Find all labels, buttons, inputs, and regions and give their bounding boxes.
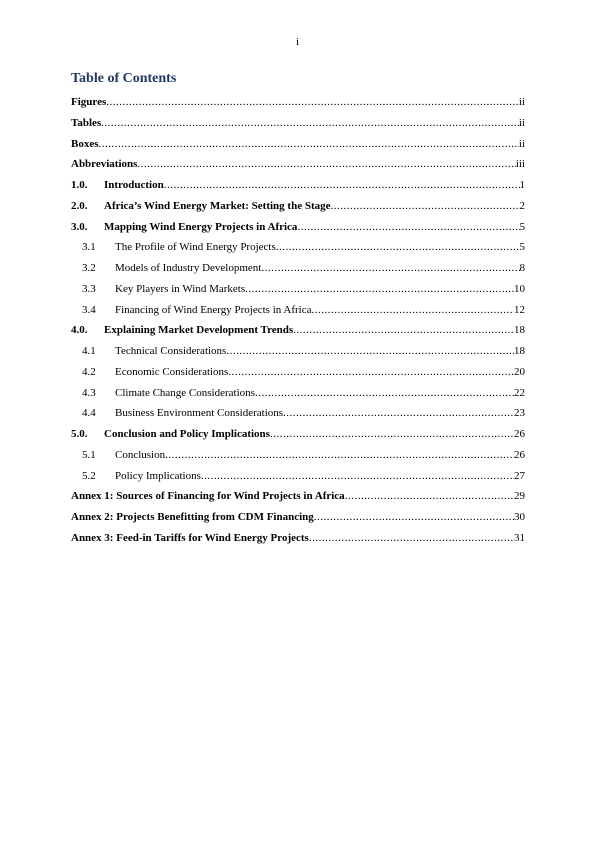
toc-entry-number: 4.3	[82, 386, 96, 399]
toc-entry-label: Annex 3: Feed-in Tariffs for Wind Energy Projects	[71, 531, 309, 544]
toc-entry-page: 18	[514, 324, 525, 337]
dot-leader	[283, 407, 514, 420]
toc-entry-page: 12	[514, 303, 525, 316]
toc-entry-label: Abbreviations	[71, 158, 138, 171]
dot-leader	[228, 366, 514, 379]
toc-entry[interactable]	[71, 428, 525, 449]
toc-heading: Table of Contents	[71, 71, 177, 86]
toc-entry-label: Business Environment Considerations	[115, 407, 284, 420]
page-number: i	[295, 36, 300, 48]
dot-leader	[255, 387, 514, 400]
toc-entry-page: 18	[514, 345, 525, 357]
dot-leader	[261, 262, 519, 275]
toc-entry[interactable]	[71, 138, 525, 159]
toc-entry-number: 4.0.	[71, 324, 88, 337]
toc-entry[interactable]	[71, 470, 525, 491]
toc-entry[interactable]	[71, 283, 525, 304]
toc-entry[interactable]	[71, 241, 525, 262]
dot-leader	[314, 511, 514, 524]
toc-entry[interactable]	[71, 179, 525, 200]
toc-entry[interactable]	[71, 324, 525, 345]
toc-entry-label: Africa’s Wind Energy Market: Setting the Stage	[104, 199, 331, 212]
toc-entry-label: Technical Considerations	[115, 345, 227, 357]
toc-entry-label: Key Players in Wind Markets	[115, 282, 246, 295]
toc-entry-page: ii	[518, 96, 525, 108]
toc-entry-label: Conclusion and Policy Implications	[104, 428, 270, 440]
dot-leader	[297, 221, 519, 234]
toc-entry-number: 4.2	[82, 365, 96, 378]
toc-entry[interactable]	[71, 117, 525, 138]
toc-entry-page: 1	[519, 179, 525, 191]
toc-entry[interactable]	[71, 221, 525, 242]
toc-entry-page: 26	[514, 448, 525, 461]
toc-entry-page: 23	[514, 407, 525, 420]
toc-entry-page: 27	[514, 469, 525, 482]
toc-entry[interactable]	[71, 304, 525, 325]
toc-entry-page: iii	[515, 158, 525, 171]
toc-entry-page: 29	[514, 490, 525, 503]
toc-entry[interactable]	[71, 345, 525, 366]
toc-entry-label: Policy Implications	[115, 469, 201, 482]
toc-entry-page: 10	[514, 282, 525, 295]
toc-entry-number: 3.4	[82, 303, 96, 316]
dot-leader	[270, 428, 514, 441]
toc-entry-number: 3.1	[82, 241, 96, 254]
dot-leader	[164, 179, 520, 192]
toc-entry[interactable]	[71, 366, 525, 387]
toc-entry-label: Conclusion	[115, 448, 166, 461]
toc-entry-number: 5.0.	[71, 428, 88, 440]
toc-entry-page: 5	[519, 220, 525, 233]
toc-entry-number: 4.1	[82, 345, 96, 357]
toc-entry-page: 31	[514, 531, 525, 544]
toc-entry-label: Economic Considerations	[115, 365, 229, 378]
dot-leader	[276, 241, 520, 254]
dot-leader	[201, 470, 514, 483]
toc-entry-label: Figures	[71, 96, 107, 108]
toc-entry-page: 20	[514, 365, 525, 378]
toc-entry[interactable]	[71, 387, 525, 408]
toc-entry[interactable]	[71, 449, 525, 470]
dot-leader	[165, 449, 514, 462]
toc-entry-label: Tables	[71, 116, 102, 129]
toc-entry-label: Models of Industry Development	[115, 262, 262, 274]
dot-leader	[99, 138, 519, 151]
toc-entry-label: Annex 1: Sources of Financing for Wind Projects in Africa	[71, 490, 345, 503]
toc-entry-label: Boxes	[71, 137, 99, 150]
toc-entry[interactable]	[71, 532, 525, 553]
toc-entry-label: Explaining Market Development Trends	[104, 324, 294, 337]
toc-entry-label: The Profile of Wind Energy Projects	[115, 241, 276, 254]
toc-entry-number: 5.2	[82, 469, 96, 482]
dot-leader	[101, 117, 519, 130]
toc-entry-label: Financing of Wind Energy Projects in Africa	[115, 303, 312, 316]
toc-entry-label: Climate Change Considerations	[115, 386, 255, 399]
dot-leader	[293, 324, 514, 337]
toc-entry[interactable]	[71, 200, 525, 221]
toc-entry[interactable]	[71, 262, 525, 283]
dot-leader	[226, 345, 514, 358]
toc-entry-label: Mapping Wind Energy Projects in Africa	[104, 220, 298, 233]
dot-leader	[137, 158, 515, 171]
toc-entry-page: 22	[514, 386, 525, 399]
toc-entry-page: 26	[514, 428, 525, 440]
dot-leader	[331, 200, 520, 213]
toc-entry-page: ii	[518, 116, 525, 129]
toc-entry[interactable]	[71, 158, 525, 179]
toc-entry-number: 5.1	[82, 448, 96, 461]
dot-leader	[309, 532, 514, 545]
toc-entry-page: 2	[519, 199, 525, 212]
toc-entry-page: ii	[518, 137, 525, 150]
toc-entry-label: Introduction	[104, 179, 164, 191]
toc-entry-page: 8	[519, 262, 525, 274]
toc-entry[interactable]	[71, 407, 525, 428]
dot-leader	[312, 304, 514, 317]
toc-entry-page: 5	[519, 241, 525, 254]
toc-entry-number: 4.4	[82, 407, 96, 420]
toc-entry-label: Annex 2: Projects Benefitting from CDM Financing	[71, 511, 314, 523]
dot-leader	[245, 283, 514, 296]
toc-entry-page: 30	[514, 511, 525, 523]
toc-entry[interactable]	[71, 511, 525, 532]
toc-entry-number: 3.0.	[71, 220, 88, 233]
toc-entry[interactable]	[71, 490, 525, 511]
toc-entry-number: 2.0.	[71, 199, 88, 212]
toc-entry-number: 1.0.	[71, 179, 88, 191]
dot-leader	[106, 96, 519, 109]
toc-entry-number: 3.2	[82, 262, 96, 274]
toc-entry-number: 3.3	[82, 282, 96, 295]
dot-leader	[345, 490, 514, 503]
table-of-contents	[71, 96, 525, 553]
toc-entry[interactable]	[71, 96, 525, 117]
